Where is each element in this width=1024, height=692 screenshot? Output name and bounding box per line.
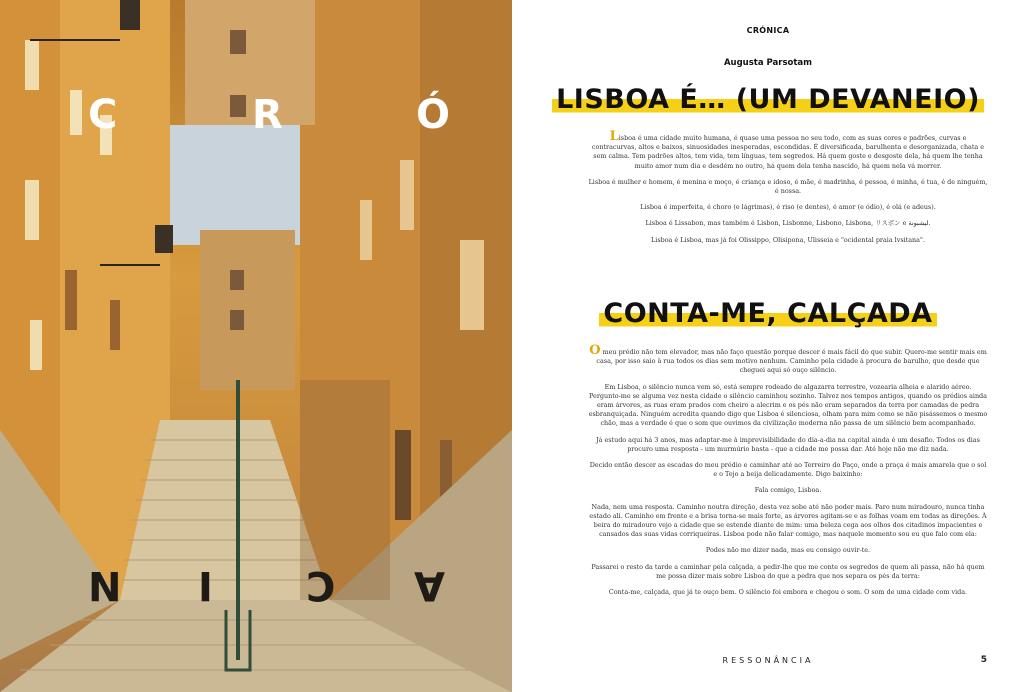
article1-paragraph: Lisboa é mulher e homem, é menina e moço, é criança e idoso, é mãe, é madrinha, é pessoa, é minha, é tua, é de ninguém, é nossa. bbox=[588, 177, 988, 196]
article1-paragraph: Lisboa é imperfeita, é choro (e lágrimas), é riso (e dentes), é amor (e ódio), é olá (e adeus). bbox=[640, 203, 936, 212]
article2-paragraph: Passarei o resto da tarde a caminhar pela calçada, a pedir-lhe que me conte os segredos de quem ali passa, não há quem me possa dizer mais sobre Lisboa do que a pedra que nos separa os pés da terra: bbox=[591, 562, 985, 580]
article2-headline-text: CONTA-ME, CALÇADA bbox=[599, 298, 936, 329]
article2-headline bbox=[512, 298, 1024, 329]
article1-headline bbox=[512, 84, 1024, 115]
photo-letter-a: A bbox=[414, 562, 445, 608]
article2-paragraph: Nada, nem uma resposta. Caminho noutra direção, desta vez sobe até não poder mais. Paro num miradouro, nunca tinha estado ali. Caminho em frente e a brisa torna-se mais forte, as árvores agitam-se e as folhas voam em todas as direções. À beira do miradouro vejo a cidade que se estende diante de mim: uma beleza cega aos olhos dos citadinos impacientes e cansados das suas vidas corriqueiras. Lisboa pode não falar comigo, mas naquele momento sou eu que falo com ela: bbox=[589, 502, 987, 539]
photo-letter-i: I bbox=[198, 562, 213, 608]
article2-paragraph: Conta-me, calçada, que já te ouço bem. O silêncio foi embora e chegou o som. O som de uma cidade com vida. bbox=[608, 588, 968, 597]
author-name: Augusta Parsotam bbox=[723, 58, 813, 68]
photo-letter-n: N bbox=[88, 562, 122, 608]
photo-letter-o: Ó bbox=[416, 92, 451, 138]
article2-paragraph: O meu prédio não tem elevador, mas não faço questão porque descer é mais fácil do que subir. Quero-me sentir mais em casa, por isso saio à rua todos os dias sem motivo nenhum. Caminho pela cidade à procura de barulho, que desde que cheguei aqui só ouço silêncio. bbox=[589, 343, 987, 375]
magazine-name: RESSONÂNCIA bbox=[722, 656, 814, 665]
photo-letter-r: R bbox=[252, 92, 283, 138]
article1-paragraph: Lisboa é Lisboa, mas já foi Olissippo, Olisipona, Ulisseia e "ocidental praia lvsitana". bbox=[651, 235, 925, 244]
photo-letter-c-bottom: C bbox=[306, 562, 336, 608]
page-number: 5 bbox=[980, 655, 987, 665]
article2-paragraph: Fala comigo, Lisboa. bbox=[754, 486, 822, 495]
article1-paragraph: Lisboa é Lissabon, mas também é Lisbon, Lisbonne, Lisbono, Lisbona, リスボン e ﻟﻴﺸﺒﻮﻧﺔ. bbox=[645, 219, 931, 228]
article1-body bbox=[588, 129, 988, 252]
article1-headline-text: LISBOA É… (UM DEVANEIO) bbox=[552, 84, 984, 115]
article2-paragraph: Já estudo aqui há 3 anos, mas adaptar-me à imprevisibilidade do dia-a-dia na capital ainda é um desafio. Todos os dias procuro uma resposta - um murmúrio basta - que a cidade me possa dar. Até hoje não me diz nada. bbox=[596, 435, 980, 453]
article-page bbox=[512, 0, 1024, 692]
article2-paragraph: Em Lisboa, o silêncio nunca vem só, está sempre rodeado de algazarra terrestre, vozearia alheia e alarido aéreo. Pergunto-me se alguma vez nesta cidade o silêncio caminhou sozinho. Talvez nos tempos antigos, quando os prédios ainda eram árvores, as ruas eram prados com cheiro a alecrim e os pés não eram separados da terra por camadas de pedra esbranquiçada. Ninguém acredita quando digo que Lisboa é silenciosa, olham para mim como se não pisássemos o mesmo chão, mas a verdade é que o som que ouvimos da civilização moderna não passa de um silêncio bem acompanhado. bbox=[588, 382, 988, 428]
article2-paragraph: Decido então descer as escadas do meu prédio e caminhar até ao Terreiro do Paço, onde a praça é mais amarela que o sol e o Tejo a beija delicadamente. Digo baixinho: bbox=[589, 461, 987, 479]
article1-paragraph: Lisboa é uma cidade muito humana, é quase uma pessoa no seu todo, com as suas cores e padrões, curvas e contracurvas, altos e baixos, sinuosidades inesperadas, escondidas. É diversificada, barulhenta e desorganizada, chata e sem calma. Tem padrões altos, tem vida, tem línguas, tem segredos. Há quem goste e desgoste dela, há quem lhe tenha muito amor num dia e desdém no outro, há quem dela tenha nascido, há quem nela vá morrer. bbox=[591, 129, 985, 170]
article2-paragraph: Podes não me dizer nada, mas eu consigo ouvir-te. bbox=[705, 546, 871, 555]
article2-body bbox=[588, 343, 988, 604]
section-label: CRÓNICA bbox=[746, 26, 790, 35]
photo-letter-c: C bbox=[88, 92, 118, 138]
